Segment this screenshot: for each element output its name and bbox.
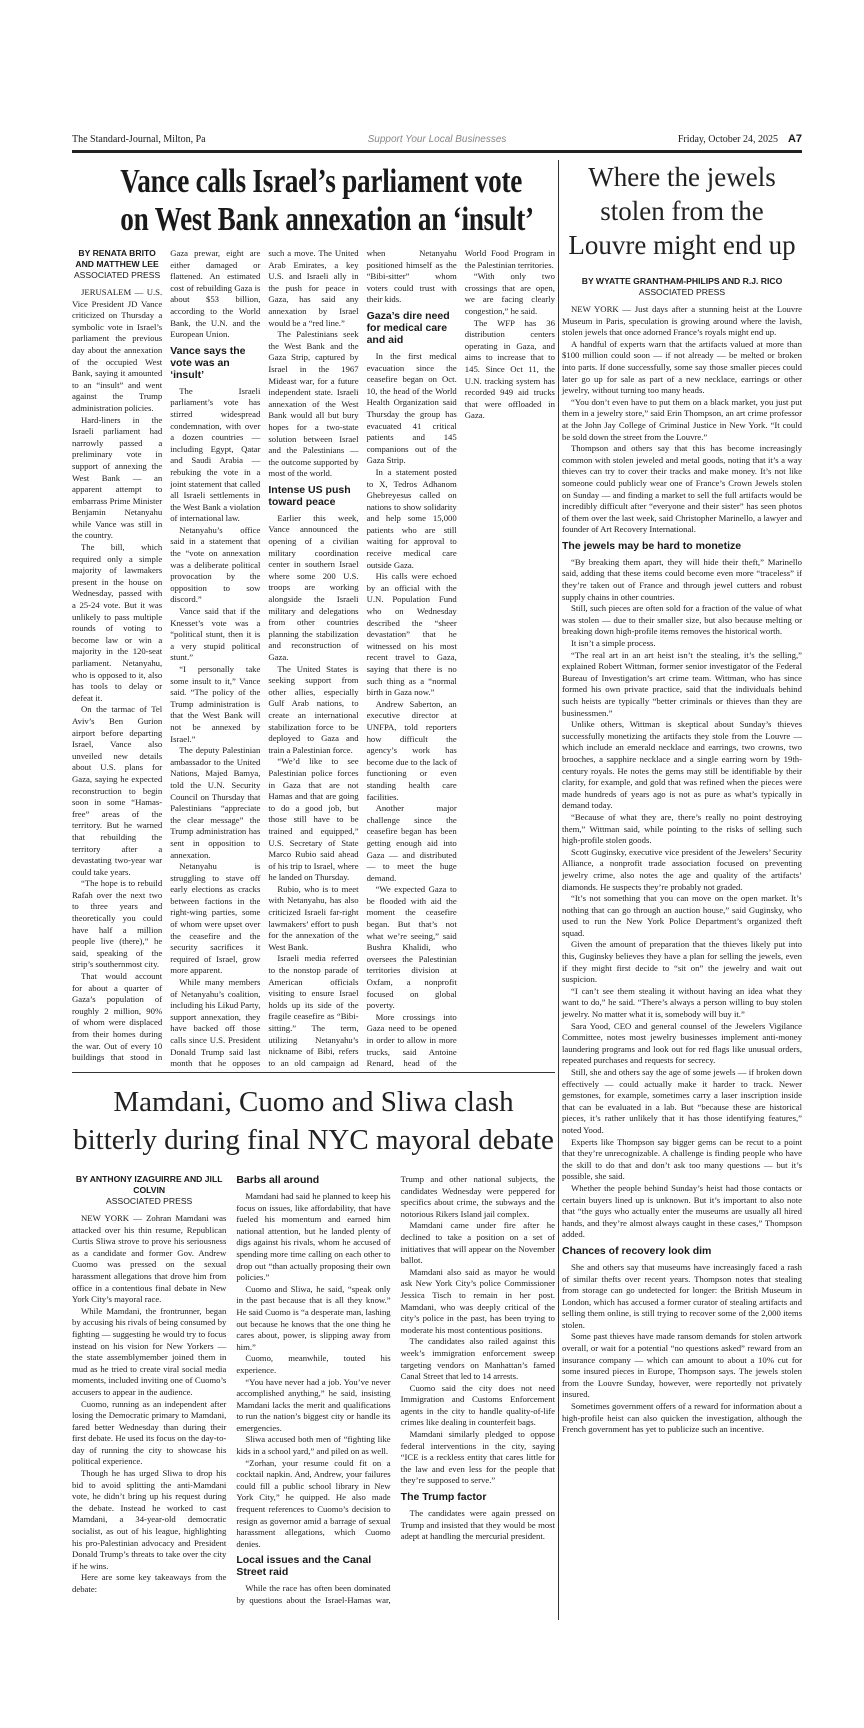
paragraph: Mamdani had said he planned to keep his focus on issues, like affordability, that have fueled his momentum and earned him national attention, but he landed plenty of digs against his rivals, whom he accused of spending more time calling on each other to drop out “than actually proposing their own policies.” (236, 1191, 391, 1283)
paragraph: Hard-liners in the Israeli parliament had narrowly passed a preliminary vote in support of annexing the West Bank — an apparent attempt to embarrass Prime Minister Benjamin Netanyahu while Vance was still in the country. (72, 414, 163, 541)
bottom-story-headline (72, 1083, 555, 1159)
paragraph: Here are some key takeaways from the debate: (72, 1572, 227, 1594)
paragraph: Rubio, who is to meet with Netanyahu, has also criticized Israeli far-right lawmakers’ effort to push for the annexation of the West Bank. (268, 883, 359, 952)
paragraph: Cuomo and Sliwa, he said, “speak only in the past because that is all they know.” He said Cuomo is “a desperate man, lashing out because he knows that the one thing he cares about, power, is slipping away from him.” (236, 1283, 391, 1352)
newspaper-name: The Standard-Journal, Milton, Pa (72, 134, 206, 145)
paragraph: Sliwa accused both men of “fighting like kids in a school yard,” and piled on as well. (236, 1434, 391, 1457)
paragraph: NEW YORK — Just days after a stunning heist at the Louvre Museum in Paris, speculation is growing around where the lavish, stolen jewels that once adorned France’s royals might end up. (562, 304, 802, 338)
paragraph: Still, such pieces are often sold for a fraction of the value of what was stolen — due to their smaller size, but also because melting or breaking down high-profile items removes the historical worth. (562, 603, 802, 637)
paragraph: “I personally take some insult to it,” Vance said. “The policy of the Trump administration is that the West Bank will not be annexed by Israel.” (170, 664, 261, 744)
paragraph: Given the amount of preparation that the thieves likely put into this, Guginsky believes they have a plan for selling the jewels, even if they might first decide to “sit on” the jewelry and wait out suspicion. (562, 939, 802, 985)
paragraph: It isn’t a simple process. (571, 638, 656, 649)
paragraph: Unlike others, Wittman is skeptical about Sunday’s thieves successfully monetizing the artifacts they stole from the Louvre — which include an emerald necklace and earrings, two crowns, two brooches, a sapphire necklace and a single earring worn by 19th-century royals. He notes the gems may still be identifiable by their clarity, for example, and gold that was refined when the pieces were made hundreds of years ago is not as pure as what’s typically in demand today. (562, 719, 802, 811)
top-story-byline (72, 248, 162, 281)
paragraph: Sara Yood, CEO and general counsel of the Jewelers Vigilance Committee, notes most jewelry businesses implement anti-money laundering programs and look out for red flags like unusual orders, repeated purchases and requests for secrecy. (562, 1020, 802, 1066)
paragraph: Earlier this week, Vance announced the opening of a civilian military coordination center in southern Israel where some 200 U.S. troops are working alongside the Israeli military and delegations from other countries planning the stabilization and reconstruction of Gaza. (268, 512, 359, 662)
subheading: Intense US push toward peace (268, 483, 351, 508)
byline-agency: ASSOCIATED PRESS (106, 1196, 193, 1206)
paragraph: Mamdani came under fire after he declined to take a position on a set of initiatives that will appear on the November ballot. (400, 1220, 555, 1266)
paragraph: Experts like Thompson say bigger gems can be recut to a point that they’re unrecognizable. A challenge is finding people who have the skill to do that and don’t ask too many questions — but it’s possible, she said. (562, 1136, 802, 1182)
paragraph: Cuomo, meanwhile, touted his experience. (236, 1353, 391, 1375)
subheading: Vance says the vote was an ‘insult’ (170, 344, 246, 381)
paragraph: Netanyahu’s office said in a statement that the “vote on annexation was a deliberate political provocation by the opposition to sow discord.” (170, 524, 261, 605)
paragraph: The bill, which required only a simple majority of lawmakers present in the house on Wednesday, passed with a 25-24 vote. But it was unlikely to pass multiple rounds of voting to become law or win a majority in the 120-seat parliament. Netanyahu, who is opposed to it, also has tools to delay or defeat it. (72, 542, 163, 703)
paragraph: “You don’t even have to put them on a black market, you just put them in a jewelry store,” said Erin Thompson, an art crime professor at the John Jay College of Criminal Justice in New York. “It could be sold down the street from the Louvre.” (562, 396, 802, 442)
paragraph: Vance said that if the Knesset’s vote was a “political stunt, then it is a very stupid political stunt.” (170, 606, 261, 663)
right-story-headline: Where the jewels stolen from the Louvre might end up (568, 162, 796, 260)
subheading: Chances of recovery look dim (562, 1244, 712, 1257)
byline-authors: BY ANTHONY IZAGUIRRE AND JILL COLVIN (75, 1174, 223, 1195)
paragraph: While the race has often been dominated by questions about the Israel-Hamas war, Trump and other national subjects, the candidates Wednesday were peppered for specifics about crime, the subways and the notorious Rikers Island jail complex. (236, 1174, 555, 1605)
paragraph: Scott Guginsky, executive vice president of the Jewelers’ Security Alliance, a nonprofit trade association focused on preventing jewelry crime, also notes the age and quality of the artifacts’ diamonds. He suspects they’re probably not graded. (562, 846, 802, 892)
paragraph: While many members of Netanyahu’s coalition, including his Likud Party, support annexation, they have backed off those calls since U.S. President Donald Trump said last month that he opposes such a move. The United Arab Emirates, a key U.S. and Israeli ally in the push for peace in Gaza, has said any annexation by Israel would be a “red line.” (170, 248, 359, 1069)
paragraph: The Israeli parliament’s vote has stirred widespread condemnation, with over a dozen countries — including Egypt, Qatar and Saudi Arabia — rebuking the vote in a joint statement that called all Israeli settlements in the West Bank a violation of international law. (170, 385, 261, 524)
bottom-story-body (72, 1174, 555, 1616)
byline-agency: ASSOCIATED PRESS (638, 287, 726, 297)
paragraph: “By breaking them apart, they will hide their theft,” Marinello said, adding that these items could become even more “traceless” if they’re taken out of France and through jewel cutters and robust supply chains in other countries. (562, 556, 802, 602)
paragraph: Mamdani similarly pledged to oppose federal interventions in the city, saying “ICE is a reckless entity that cares little for the law and even less for the people that they’re supposed to serve.” (400, 1429, 555, 1486)
paragraph: Netanyahu is struggling to stave off early elections as cracks between factions in the right-wing parties, some of whom were upset over the ceasefire and the security sacrifices it required of Israel, grow more apparent. (170, 861, 261, 976)
paragraph: “It’s not something that you can move on the open market. It’s nothing that can go through an auction house,” said Guginsky, who used to run the New York Police Department’s organized theft squad. (562, 893, 802, 938)
paragraph: His calls were echoed by an official with the U.N. Population Fund who on Wednesday described the “sheer devastation” that he witnessed on his most recent travel to Gaza, saying that there is no such thing as a “normal birth in Gaza now.” (366, 571, 457, 698)
paragraph: Thompson and others say that this has become increasingly common with stolen jeweled and metal goods, noting that it’s a way thieves can try to cover their tracks and make money. It’s not like someone could publicly wear one of France’s Crown Jewels stolen on Sunday — and finding a market to sell the full artifacts would be incredibly difficult after “everyone and their sister” has seen photos of them over the last week, said Christopher Marinello, a lawyer and founder of Art Recovery International. (562, 443, 802, 535)
paragraph: While Mamdani, the frontrunner, began by accusing his rivals of being consumed by fighting — suggesting he would try to focus instead on his vision for New Yorkers — the state assemblymember joined them in mud as he tried to create viral social media moments, included inviting one of Cuomo’s accusers to appear in the audience. (72, 1305, 227, 1397)
right-story-body (562, 276, 802, 1616)
subheading: Gaza’s dire need for medical care and aid (366, 309, 450, 346)
paragraph: On the tarmac of Tel Aviv’s Ben Gurion airport before departing Israel, Vance also unveiled new details about U.S. plans for Gaza, saying he expected reconstruction to begin soon in some “Hamas-free” areas of the territory. But he warned that rebuilding the territory after a devastating two-year war could take years. (72, 704, 163, 877)
paragraph: “The hope is to rebuild Rafah over the next two to three years and theoretically you could have half a million people live (there),” he said, speaking of the strip’s southernmost city. (72, 878, 163, 970)
paragraph: “I can’t see them stealing it without having an idea what they want to do,” he said. “There’s always a person willing to buy stolen jewelry. No matter what it is, somebody will buy it.” (562, 985, 802, 1020)
paragraph: “Zorhan, your resume could fit on a cocktail napkin. And, Andrew, your failures could fill a public school library in New York City,” he quipped. He also made frequent references to Cuomo’s decision to resign as governor amid a barrage of sexual harassment allegations, which Cuomo denies. (236, 1457, 391, 1549)
paragraph: Cuomo said the city does not need Immigration and Customs Enforcement agents in the city to handle quality-of-life crimes like dealing in counterfeit bags. (400, 1382, 555, 1428)
paragraph: Whether the people behind Sunday’s heist had those contacts or certain buyers lined up is unknown. But it’s important to also note that “the guys who actually enter the museums are usually all hired hands, and they’re almost always caught in these cases,” Thompson added. (562, 1182, 802, 1240)
paragraph: Cuomo, running as an independent after losing the Democratic primary to Mamdani, fared better Wednesday than during their first debate. He used its focus on the day-to-day of running the city to showcase his political experience. (72, 1398, 227, 1467)
byline-authors: BY WYATTE GRANTHAM-PHILIPS AND R.J. RICO (581, 276, 783, 286)
paragraph: Andrew Saberton, an executive director at UNFPA, told reporters how difficult the agency’s work has become due to the lack of functioning or even standing health care facilities. (366, 698, 457, 802)
paragraph: In a statement posted to X, Tedros Adhanom Ghebreyesus called on nations to show solidarity and help some 15,000 patients who are still waiting for approval to receive medical care outside Gaza. (366, 466, 457, 570)
byline-authors: BY RENATA BRITO AND MATTHEW LEE (75, 248, 159, 269)
paragraph: Still, she and others say the age of some jewels — if broken down effectively — could actually make it harder to track. Newer gemstones, for example, sometimes carry a laser inscription inside that can be evaluated in a lab. But “because these are historical pieces, it’s rather unlikely that it has those identifying features,” noted Yood. (562, 1067, 802, 1135)
paragraph: “We’d like to see Palestinian police forces in Gaza that are not Hamas and that are going to do a good job, but those still have to be trained and equipped,” U.S. Secretary of State Marco Rubio said ahead of his trip to Israel, where he landed on Thursday. (268, 756, 359, 883)
headline-line: Mamdani, Cuomo and Sliwa clash (113, 1086, 514, 1118)
byline-agency: ASSOCIATED PRESS (73, 270, 161, 280)
paragraph: She and others say that museums have increasingly faced a rash of similar thefts over recent years. Thompson notes that stealing from storage can go undetected for longer: the British Museum in London, which has accused a former curator of stealing artifacts and selling them online, is still trying to recover some of the 2,000 items stolen. (562, 1261, 802, 1330)
subheading: Local issues and the Canal Street raid (236, 1554, 372, 1579)
paragraph: Mamdani also said as mayor he would ask New York City’s police Commissioner Jessica Tisch to remain in her post. Mamdani, who was deeply critical of the city’s police in the past, has been trying to moderate his most contentious positions. (400, 1266, 555, 1335)
paragraph: “We expected Gaza to be flooded with aid the moment the ceasefire began. But that’s not what we’re seeing,” said Bushra Khalidi, who oversees the Palestinian territories division at Oxfam, a nonprofit focused on global poverty. (366, 884, 457, 1011)
paragraph: “The real art in an art heist isn’t the stealing, it’s the selling,” explained Robert Wittman, former senior investigator of the Federal Bureau of Investigation’s art crime team. Wittman, who has since formed his own private practice, said that the individuals behind such heists are typically “better criminals or thieves than they are businessmen.” (562, 649, 802, 718)
subheading: The jewels may be hard to monetize (562, 539, 742, 552)
paragraph: NEW YORK — Zohran Mamdani was attacked over his thin resume, Republican Curtis Sliwa strove to prove his seriousness as a candidate and former Gov. Andrew Cuomo was pressed on the sexual harassment allegations that drove him from office in a contentious final debate in New York City’s mayoral race. (72, 1213, 227, 1305)
paragraph: Sometimes government offers of a reward for information about a high-profile heist can also quicken the investigation, although the French government has yet to publicize such an incentive. (562, 1401, 802, 1435)
subheading: The Trump factor (400, 1491, 487, 1504)
headline-line: Vance calls Israel’s parliament vote (120, 163, 523, 200)
story-divider (72, 1072, 555, 1073)
paragraph: “You have never had a job. You’ve never accomplished anything,” he said, insisting Mamdani lacks the merit and qualifications to run the nation’s biggest city or handle its emergencies. (236, 1376, 391, 1433)
bottom-story-byline (72, 1174, 226, 1207)
header-slogan: Support Your Local Businesses (367, 134, 507, 145)
paragraph: The Palestinians seek the West Bank and the Gaza Strip, captured by Israel in the 1967 Mideast war, for a future independent state. Israeli annexation of the West Bank would all but bury hopes for a two-state solution between Israel and the Palestinians — the outcome supported by most of the world. (268, 329, 359, 479)
headline-line: on West Bank annexation an ‘insult’ (120, 201, 534, 238)
paragraph: The United States is seeking support from other allies, especially Gulf Arab nations, to create an international stabilization force to be deployed to Gaza and train a Palestinian force. (268, 663, 359, 755)
paragraph: A handful of experts warn that the artifacts valued at more than $100 million could soon — if not already — be melted or broken into parts. If done successfully, some say those smaller pieces could later go up for sale as part of a new necklace, earrings or other jewelry, without turning too many heads. (562, 338, 802, 396)
paragraph: “Because of what they are, there’s really no point destroying them,” Wittman said, while pointing to the risks of selling such high-profile stolen goods. (562, 811, 802, 846)
top-story-headline (72, 163, 555, 239)
paragraph: More crossings into Gaza need to be opened in order to allow in more trucks, said Antoine Renard, head of the World Food Program in the Palestinian territories. (366, 248, 555, 1069)
paragraph: Some past thieves have made ransom demands for stolen artwork overall, or wait for a potential “no questions asked” reward from an insurance company — which can amount to about a 10% cut for some insured pieces in Europe, Thompson says. The jewels stolen from the Louvre Sunday, however, were reportedly not privately insured. (562, 1331, 802, 1400)
subheading: Barbs all around (236, 1174, 320, 1186)
paragraph: Though he has urged Sliwa to drop his bid to avoid splitting the anti-Mamdani vote, he didn’t bring up his request during the debate. Instead he worked to cast Mamdani, a 34-year-old democratic socialist, as out of his league, highlighting his pro-Palestinian advocacy and President Donald Trump’s threats to take over the city if he wins. (72, 1468, 227, 1571)
paragraph: The candidates were again pressed on Trump and insisted that they would be most adept at handling the mercurial president. (400, 1508, 555, 1542)
paragraph: “With only two crossings that are open, we are facing clearly congestion,” he said. (464, 271, 555, 316)
page-header (72, 134, 802, 148)
header-rule (72, 150, 802, 153)
paragraph: That would account for about a quarter of Gaza’s population of roughly 2 million, 90% of whom were displaced from their homes during the war. Out of every 10 buildings that stood in Gaza prewar, eight are either damaged or flattened. An estimated cost of rebuilding Gaza is about $53 billion, according to the World Bank, the U.N. and the European Union. (72, 248, 261, 1063)
paragraph: Israeli media referred to the nonstop parade of American officials visiting to ensure Israel holds up its side of the fragile ceasefire as “Bibi-sitting.” The term, utilizing Netanyahu’s nickname of Bibi, refers to an old campaign ad when Netanyahu positioned himself as the “Bibi-sitter” whom voters could trust with their kids. (268, 248, 457, 1068)
top-story-body (72, 248, 555, 1070)
paragraph: JERUSALEM — U.S. Vice President JD Vance criticized on Thursday a symbolic vote in Israel’s parliament the previous day about the annexation of the occupied West Bank, saying it amounted to an “insult” and went against the Trump administration policies. (72, 287, 163, 413)
column-divider (558, 160, 559, 1620)
paragraph: In the first medical evacuation since the ceasefire began on Oct. 10, the head of the World Health Organization said Thursday the group has evacuated 41 critical patients and 145 companions out of the Gaza Strip. (366, 350, 457, 466)
issue-date: Friday, October 24, 2025 (677, 134, 778, 145)
paragraph: The WFP has 36 distribution centers operating in Gaza, and aims to increase that to 145. Since Oct 11, the U.N. tracking system has recorded 949 aid trucks that were offloaded in Gaza. (464, 317, 555, 421)
page-number: A7 (787, 133, 802, 145)
paragraph: The deputy Palestinian ambassador to the United Nations, Majed Bamya, told the U.N. Security Council on Thursday that Palestinians “appreciate the clear message” the Trump administration has sent in opposition to annexation. (170, 745, 261, 860)
paragraph: The candidates also railed against this week’s immigration enforcement sweep targeting vendors on Manhattan’s famed Canal Street that led to 14 arrests. (400, 1336, 555, 1382)
headline-line: bitterly during final NYC mayoral debate (73, 1124, 554, 1156)
right-story-byline (562, 276, 802, 298)
paragraph: Another major challenge since the ceasefire began has been getting enough aid into Gaza — and distributed — to meet the huge demand. (366, 803, 457, 883)
